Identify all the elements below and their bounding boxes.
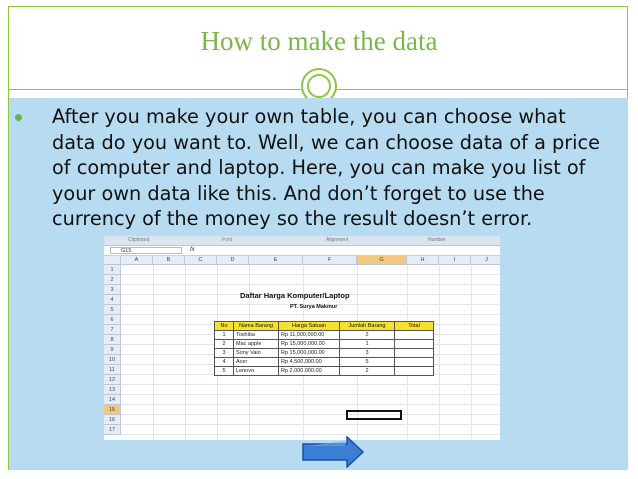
formula-bar <box>104 246 500 256</box>
table-row <box>215 367 434 376</box>
table-cell[interactable]: Mac apple <box>234 340 279 349</box>
row-header[interactable]: 13 <box>104 385 121 395</box>
table-cell[interactable]: Sony Vaio <box>234 349 279 358</box>
row-header[interactable]: 15 <box>104 405 121 415</box>
bullet-text: After you make your own table, you can choose what data do you want to. Well, we can choose data of a price of computer and laptop. Here, you can make you list of your own data like this. And don’t forget to use the currency of the money so the result doesn’t error. <box>52 105 600 230</box>
grid-line <box>121 424 500 425</box>
ribbon <box>104 236 500 246</box>
column-header[interactable]: E <box>249 256 303 265</box>
table-cell[interactable]: Rp 15,000,000.00 <box>279 349 340 358</box>
table-header: Nama Barang <box>234 322 279 331</box>
ribbon-group: Alignment <box>326 237 349 243</box>
table-cell[interactable]: 5 <box>215 367 234 376</box>
row-header[interactable]: 11 <box>104 365 121 375</box>
table-cell[interactable] <box>395 331 434 340</box>
sheet-subtitle: PT. Surya Makmur <box>290 304 338 310</box>
row-header[interactable]: 9 <box>104 345 121 355</box>
grid-line <box>121 404 500 405</box>
row-header[interactable]: 2 <box>104 275 121 285</box>
table-cell[interactable]: Rp 15,000,000.00 <box>279 340 340 349</box>
table-row <box>215 358 434 367</box>
table-cell[interactable]: Acer <box>234 358 279 367</box>
table-row <box>215 340 434 349</box>
column-header[interactable]: B <box>153 256 185 265</box>
grid-line <box>121 314 500 315</box>
table-cell[interactable]: 3 <box>340 349 395 358</box>
table-cell[interactable]: 2 <box>340 367 395 376</box>
table-cell[interactable]: 5 <box>340 358 395 367</box>
table-cell[interactable] <box>395 358 434 367</box>
row-header[interactable]: 3 <box>104 285 121 295</box>
row-header[interactable]: 16 <box>104 415 121 425</box>
table-header: No <box>215 322 234 331</box>
grid-line <box>121 284 500 285</box>
column-header[interactable]: G <box>357 256 407 265</box>
sheet-title: Daftar Harga Komputer/Laptop <box>240 291 350 300</box>
row-header[interactable]: 1 <box>104 265 121 275</box>
name-box: G15 <box>110 247 182 254</box>
table-cell[interactable]: 3 <box>215 349 234 358</box>
grid-line <box>121 394 500 395</box>
column-header[interactable]: D <box>217 256 249 265</box>
row-header[interactable]: 6 <box>104 315 121 325</box>
table-cell[interactable]: 2 <box>340 331 395 340</box>
row-header[interactable]: 17 <box>104 425 121 435</box>
row-header[interactable]: 12 <box>104 375 121 385</box>
table-header: Jumlah Barang <box>340 322 395 331</box>
grid-line <box>121 414 500 415</box>
column-header[interactable]: A <box>121 256 153 265</box>
table-row <box>215 331 434 340</box>
fx-label: fx <box>190 247 195 253</box>
price-table <box>214 321 434 376</box>
table-header: Harga Satuan <box>279 322 340 331</box>
corner-cell[interactable] <box>104 256 121 265</box>
row-header[interactable]: 10 <box>104 355 121 365</box>
slide-title: How to make the data <box>200 26 438 56</box>
ribbon-group: Clipboard <box>128 237 150 243</box>
row-header[interactable]: 7 <box>104 325 121 335</box>
grid-line <box>121 434 500 435</box>
next-arrow-icon[interactable] <box>301 436 365 468</box>
table-cell[interactable]: Lenovo <box>234 367 279 376</box>
column-header[interactable]: J <box>471 256 500 265</box>
grid-line <box>121 274 500 275</box>
table-cell[interactable]: Toshiba <box>234 331 279 340</box>
spreadsheet-screenshot <box>104 236 500 440</box>
bullet-icon <box>15 114 22 121</box>
table-cell[interactable] <box>395 349 434 358</box>
ribbon-group: Number <box>428 237 446 243</box>
row-header[interactable]: 8 <box>104 335 121 345</box>
row-header[interactable]: 5 <box>104 305 121 315</box>
table-cell[interactable]: 1 <box>340 340 395 349</box>
table-cell[interactable]: Rp 2,000,000.00 <box>279 367 340 376</box>
table-cell[interactable] <box>395 367 434 376</box>
selected-cell <box>346 410 402 420</box>
column-header[interactable]: C <box>185 256 217 265</box>
column-header[interactable]: F <box>303 256 357 265</box>
table-cell[interactable]: 2 <box>215 340 234 349</box>
table-cell[interactable]: 4 <box>215 358 234 367</box>
table-cell[interactable]: Rp 4,500,000.00 <box>279 358 340 367</box>
table-header: Total <box>395 322 434 331</box>
row-header[interactable]: 4 <box>104 295 121 305</box>
ribbon-group: Font <box>222 237 233 243</box>
table-row <box>215 349 434 358</box>
column-header[interactable]: H <box>407 256 439 265</box>
table-cell[interactable]: Rp 11,000,000.00 <box>279 331 340 340</box>
column-header[interactable]: I <box>439 256 471 265</box>
grid-line <box>121 384 500 385</box>
row-header[interactable]: 14 <box>104 395 121 405</box>
table-cell[interactable] <box>395 340 434 349</box>
table-cell[interactable]: 1 <box>215 331 234 340</box>
